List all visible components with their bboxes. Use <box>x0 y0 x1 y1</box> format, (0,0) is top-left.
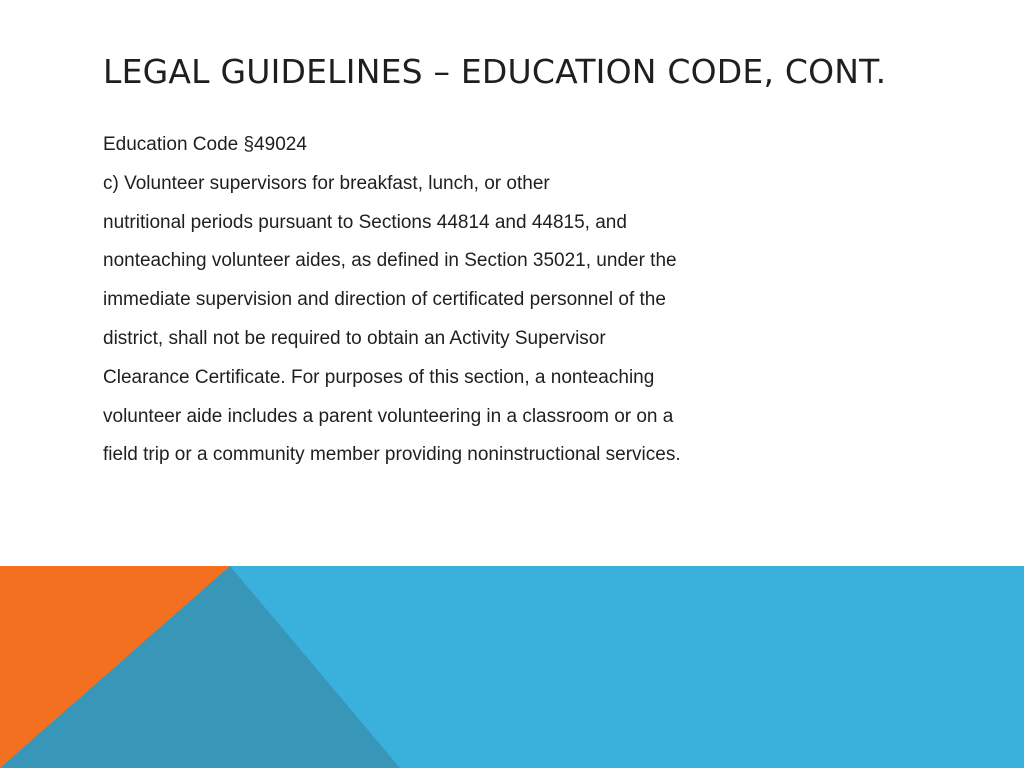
body-line: immediate supervision and direction of certificated personnel of the <box>103 289 666 311</box>
body-line: district, shall not be required to obtain an Activity Supervisor <box>103 327 606 349</box>
body-line: volunteer aide includes a parent volunteering in a classroom or on a <box>103 405 674 427</box>
body-line: nonteaching volunteer aides, as defined in Section 35021, under the <box>103 250 677 272</box>
body-line: Education Code §49024 <box>103 134 307 155</box>
body-line: nutritional periods pursuant to Sections 44814 and 44815, and <box>103 211 627 233</box>
slide-title: LEGAL GUIDELINES – EDUCATION CODE, CONT. <box>103 52 887 91</box>
body-line: field trip or a community member providing noninstructional services. <box>103 444 681 466</box>
body-line: c) Volunteer supervisors for breakfast, lunch, or other <box>103 172 550 194</box>
body-line: Clearance Certificate. For purposes of this section, a nonteaching <box>103 366 655 388</box>
slide-body <box>103 126 823 475</box>
decorative-footer-band <box>0 566 1024 768</box>
